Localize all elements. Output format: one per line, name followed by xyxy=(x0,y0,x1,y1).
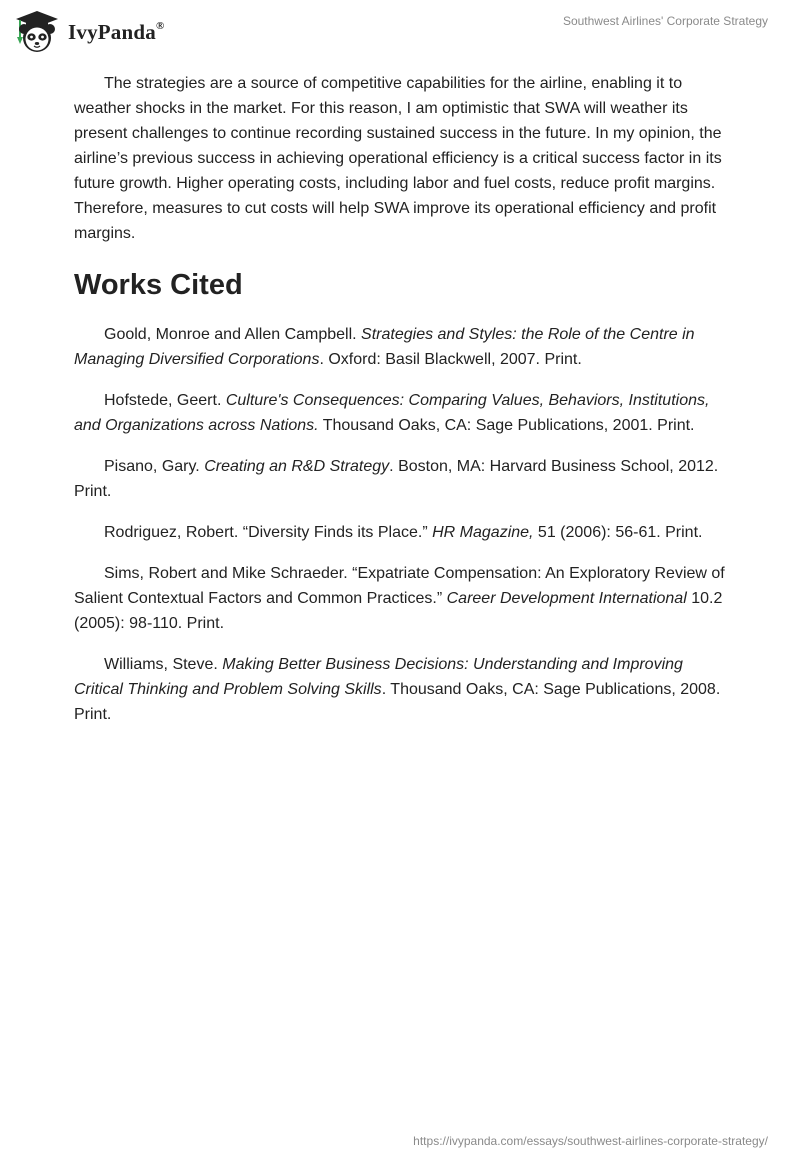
citation-entry: Pisano, Gary. Creating an R&D Strategy. Boston, MA: Harvard Business School, 2012. Print. xyxy=(74,458,719,500)
works-cited-list xyxy=(74,322,734,727)
citation-entry: Sims, Robert and Mike Schraeder. “Expatriate Compensation: An Exploratory Review of Salient Contextual Factors and Common Practices.” Career Development International 10.2 (2005): 98-110. Print. xyxy=(74,565,725,632)
citation-entry: Hofstede, Geert. Culture's Consequences: Comparing Values, Behaviors, Institutions, and Organizations across Nations. Thousand Oaks, CA: Sage Publications, 2001. Print. xyxy=(74,392,710,434)
logo-wordmark: IvyPanda® xyxy=(68,19,165,44)
essay-content xyxy=(74,71,734,743)
document-title: Southwest Airlines' Corporate Strategy xyxy=(562,14,768,28)
citation-entry: Goold, Monroe and Allen Campbell. Strategies and Styles: the Role of the Centre in Managing Diversified Corporations. Oxford: Basil Blackwell, 2007. Print. xyxy=(74,326,695,368)
panda-graduate-icon xyxy=(14,9,60,55)
citation-entry: Rodriguez, Robert. “Diversity Finds its Place.” HR Magazine, 51 (2006): 56-61. Print. xyxy=(104,524,703,541)
citation-entry: Williams, Steve. Making Better Business Decisions: Understanding and Improving Critical Thinking and Problem Solving Skills. Thousand Oaks, CA: Sage Publications, 2008. Print. xyxy=(74,656,721,723)
body-paragraph: The strategies are a source of competitive capabilities for the airline, enabling it to weather shocks in the market. For this reason, I am optimistic that SWA will weather its present challenges to continue recording sustained success in the future. In my opinion, the airline’s previous success in achieving operational efficiency is a critical success factor in its future growth. Higher operating costs, including labor and fuel costs, reduce profit margins. Therefore, measures to cut costs will help SWA improve its operational efficiency and profit margins. xyxy=(74,75,722,242)
source-url[interactable]: https://ivypanda.com/essays/southwest-airlines-corporate-strategy/ xyxy=(413,1134,768,1148)
ivypanda-logo[interactable] xyxy=(14,9,164,55)
page-header xyxy=(0,0,800,70)
works-cited-heading: Works Cited xyxy=(74,269,243,301)
